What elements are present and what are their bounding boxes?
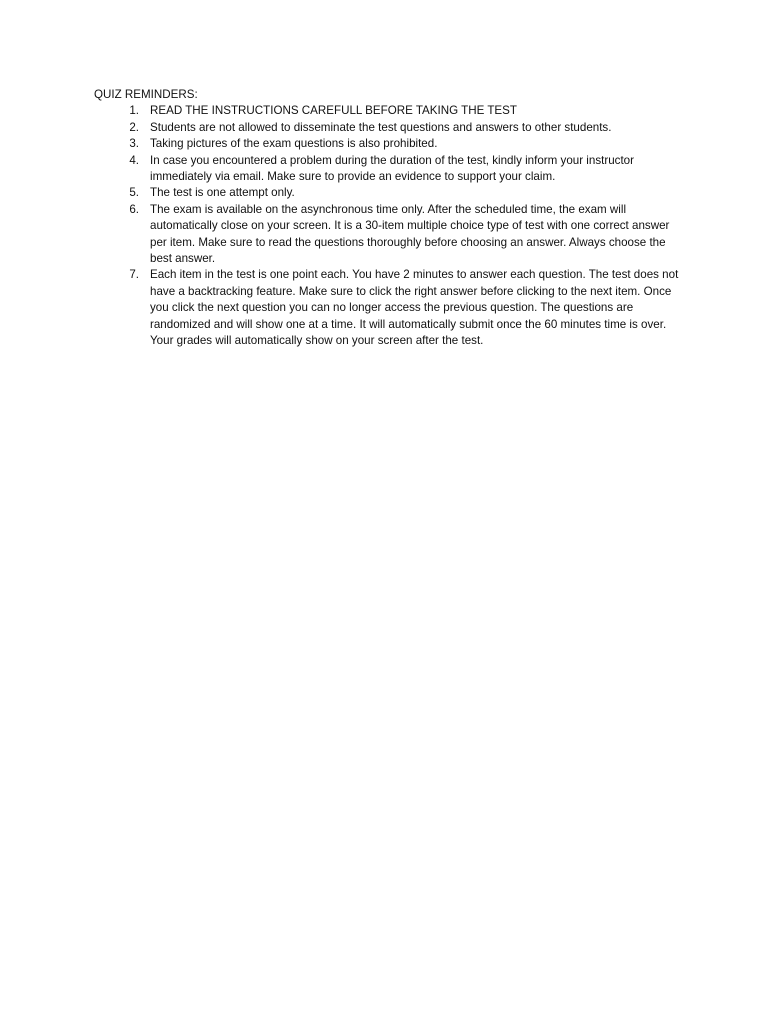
page-title: QUIZ REMINDERS: [94,88,198,101]
list-item-number: 1. [129,104,139,118]
list-item-text: The test is one attempt only. [150,186,295,200]
list-item-text: In case you encountered a problem during the duration of the test, kindly inform your instructor immediately via email. Make sure to provide an evidence to support your claim. [150,153,634,184]
list-item-text: The exam is available on the asynchronous time only. After the scheduled time, the exam will automatically close on your screen. It is a 30-item multiple choice type of test with one correct answer per item. Make sure to read the questions thoroughly before choosing an answer. Always choose the best answer. [150,202,670,266]
list-item [94,267,684,349]
list-item-number: 4. [129,153,139,167]
list-item-text: Students are not allowed to disseminate the test questions and answers to other students. [150,120,612,134]
list-item [94,202,684,268]
list-item-number: 7. [129,268,139,282]
list-item-number: 3. [129,137,139,151]
list-item-number: 2. [129,120,139,134]
list-item-text: READ THE INSTRUCTIONS CAREFULL BEFORE TAKING THE TEST [150,104,517,118]
reminders-list [94,103,684,349]
list-item-text: Taking pictures of the exam questions is also prohibited. [150,137,438,151]
list-item [94,103,684,119]
list-item [94,185,684,201]
list-item-text: Each item in the test is one point each. You have 2 minutes to answer each question. The test does not have a backtracking feature. Make sure to click the right answer before clicking to the next item. Once you click the next question you can no longer access the previous question. The questions are randomized and will show one at a time. It will automatically submit once the 60 minutes time is over. Your grades will automatically show on your screen after the test. [150,268,679,348]
document-body [94,87,684,350]
list-item [94,153,684,186]
list-item-number: 5. [129,186,139,200]
list-item [94,136,684,152]
list-item [94,120,684,136]
list-item-number: 6. [129,202,139,216]
